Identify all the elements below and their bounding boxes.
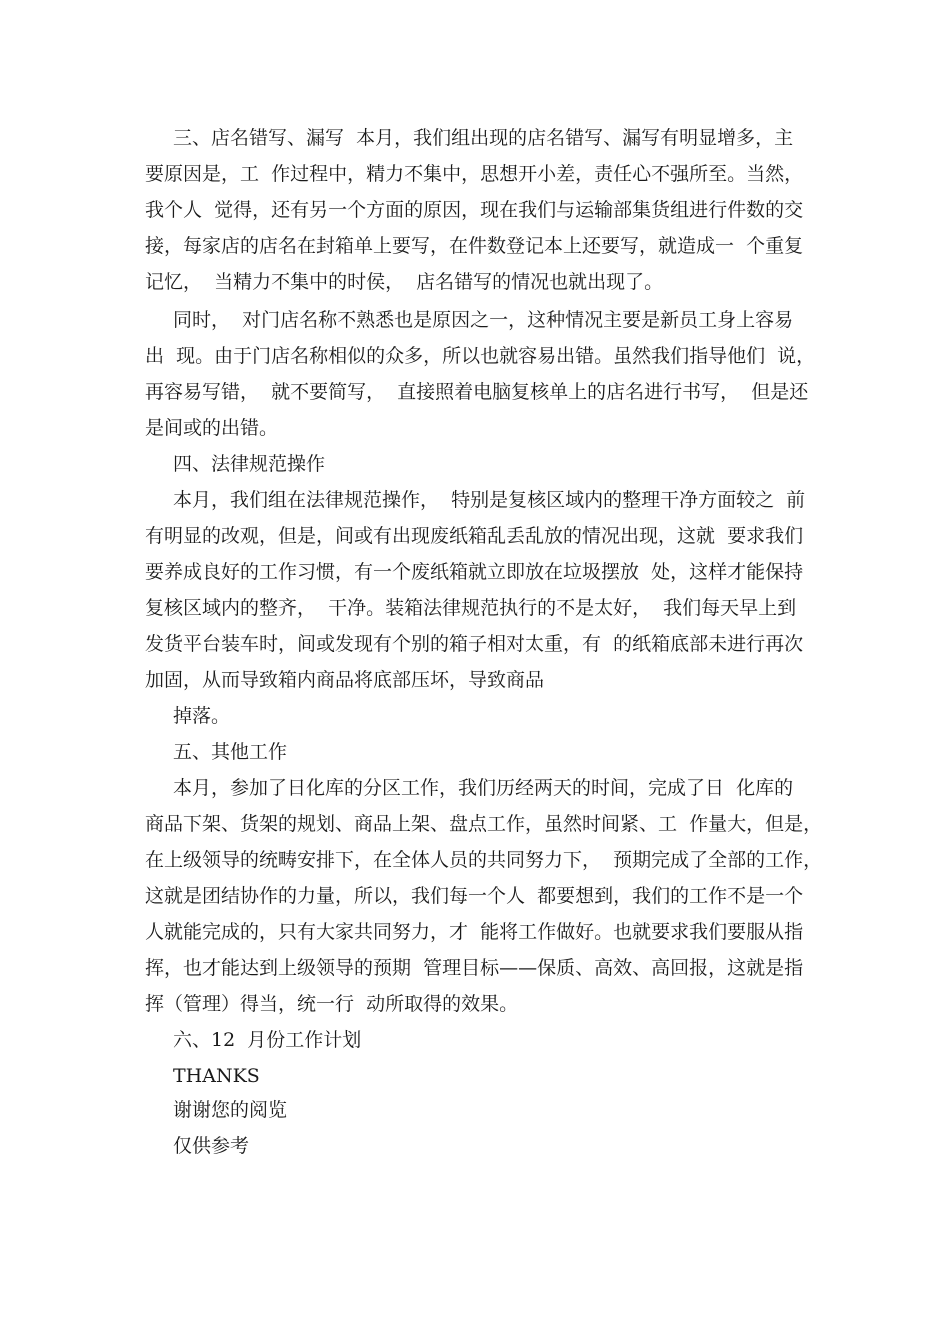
paragraph-line: 掉落。: [173, 705, 231, 727]
paragraph-line: 本月，参加了日化库的分区工作，我们历经两天的时间，完成了日 化库的: [173, 777, 794, 799]
paragraph-line: 商品下架、货架的规划、商品上架、盘点工作，虽然时间紧、工 作量大，但是，: [145, 813, 823, 835]
paragraph-line: 复核区域内的整齐， 干净。装箱法律规范执行的不是太好， 我们每天早上到: [145, 597, 797, 619]
closing-note: 谢谢您的阅览: [173, 1099, 288, 1121]
paragraph-line: 是间或的出错。: [145, 417, 279, 439]
paragraph-line: 同时， 对门店名称不熟悉也是原因之一，这种情况主要是新员工身上容易: [173, 309, 794, 331]
paragraph-line: 出 现。由于门店名称相似的众多，所以也就容易出错。虽然我们指导他们 说，: [145, 345, 816, 367]
paragraph-line: 挥，也才能达到上级领导的预期 管理目标——保质、高效、高回报，这就是指: [145, 957, 804, 979]
paragraph-line: 这就是团结协作的力量，所以，我们每一个人 都要想到，我们的工作不是一个: [145, 885, 804, 907]
paragraph-line: 发货平台装车时，间或发现有个别的箱子相对太重，有 的纸箱底部未进行再次: [145, 633, 804, 655]
paragraph-line: 我个人 觉得，还有另一个方面的原因，现在我们与运输部集货组进行件数的交: [145, 199, 804, 221]
paragraph-line: 要养成良好的工作习惯，有一个废纸箱就立即放在垃圾摆放 处，这样才能保持: [145, 561, 804, 583]
paragraph-line: 要原因是，工 作过程中，精力不集中，思想开小差，责任心不强所至。当然，: [145, 163, 804, 185]
paragraph-line: 三、店名错写、漏写 本月，我们组出现的店名错写、漏写有明显增多，主: [173, 127, 794, 149]
section-heading: 五、其他工作: [173, 741, 288, 763]
closing-note: 仅供参考: [173, 1135, 250, 1157]
paragraph-line: 在上级领导的统畴安排下，在全体人员的共同努力下， 预期完成了全部的工作，: [145, 849, 823, 871]
closing-thanks: THANKS: [173, 1065, 260, 1087]
paragraph-line: 再容易写错， 就不要简写， 直接照着电脑复核单上的店名进行书写， 但是还: [145, 381, 809, 403]
paragraph-line: 加固，从而导致箱内商品将底部压坏，导致商品: [145, 669, 545, 691]
paragraph-line: 记忆， 当精力不集中的时侯， 店名错写的情况也就出现了。: [145, 271, 664, 293]
section-heading: 四、法律规范操作: [173, 453, 326, 475]
section-heading: 六、12 月份工作计划: [173, 1029, 362, 1051]
paragraph-line: 本月，我们组在法律规范操作， 特别是复核区域内的整理干净方面较之 前: [173, 489, 806, 511]
paragraph-line: 人就能完成的，只有大家共同努力，才 能将工作做好。也就要求我们要服从指: [145, 921, 804, 943]
paragraph-line: 接，每家店的店名在封箱单上要写，在件数登记本上还要写，就造成一 个重复: [145, 235, 804, 257]
paragraph-line: 挥（管理）得当，统一行 动所取得的效果。: [145, 993, 519, 1015]
paragraph-line: 有明显的改观，但是，间或有出现废纸箱乱丢乱放的情况出现，这就 要求我们: [145, 525, 804, 547]
